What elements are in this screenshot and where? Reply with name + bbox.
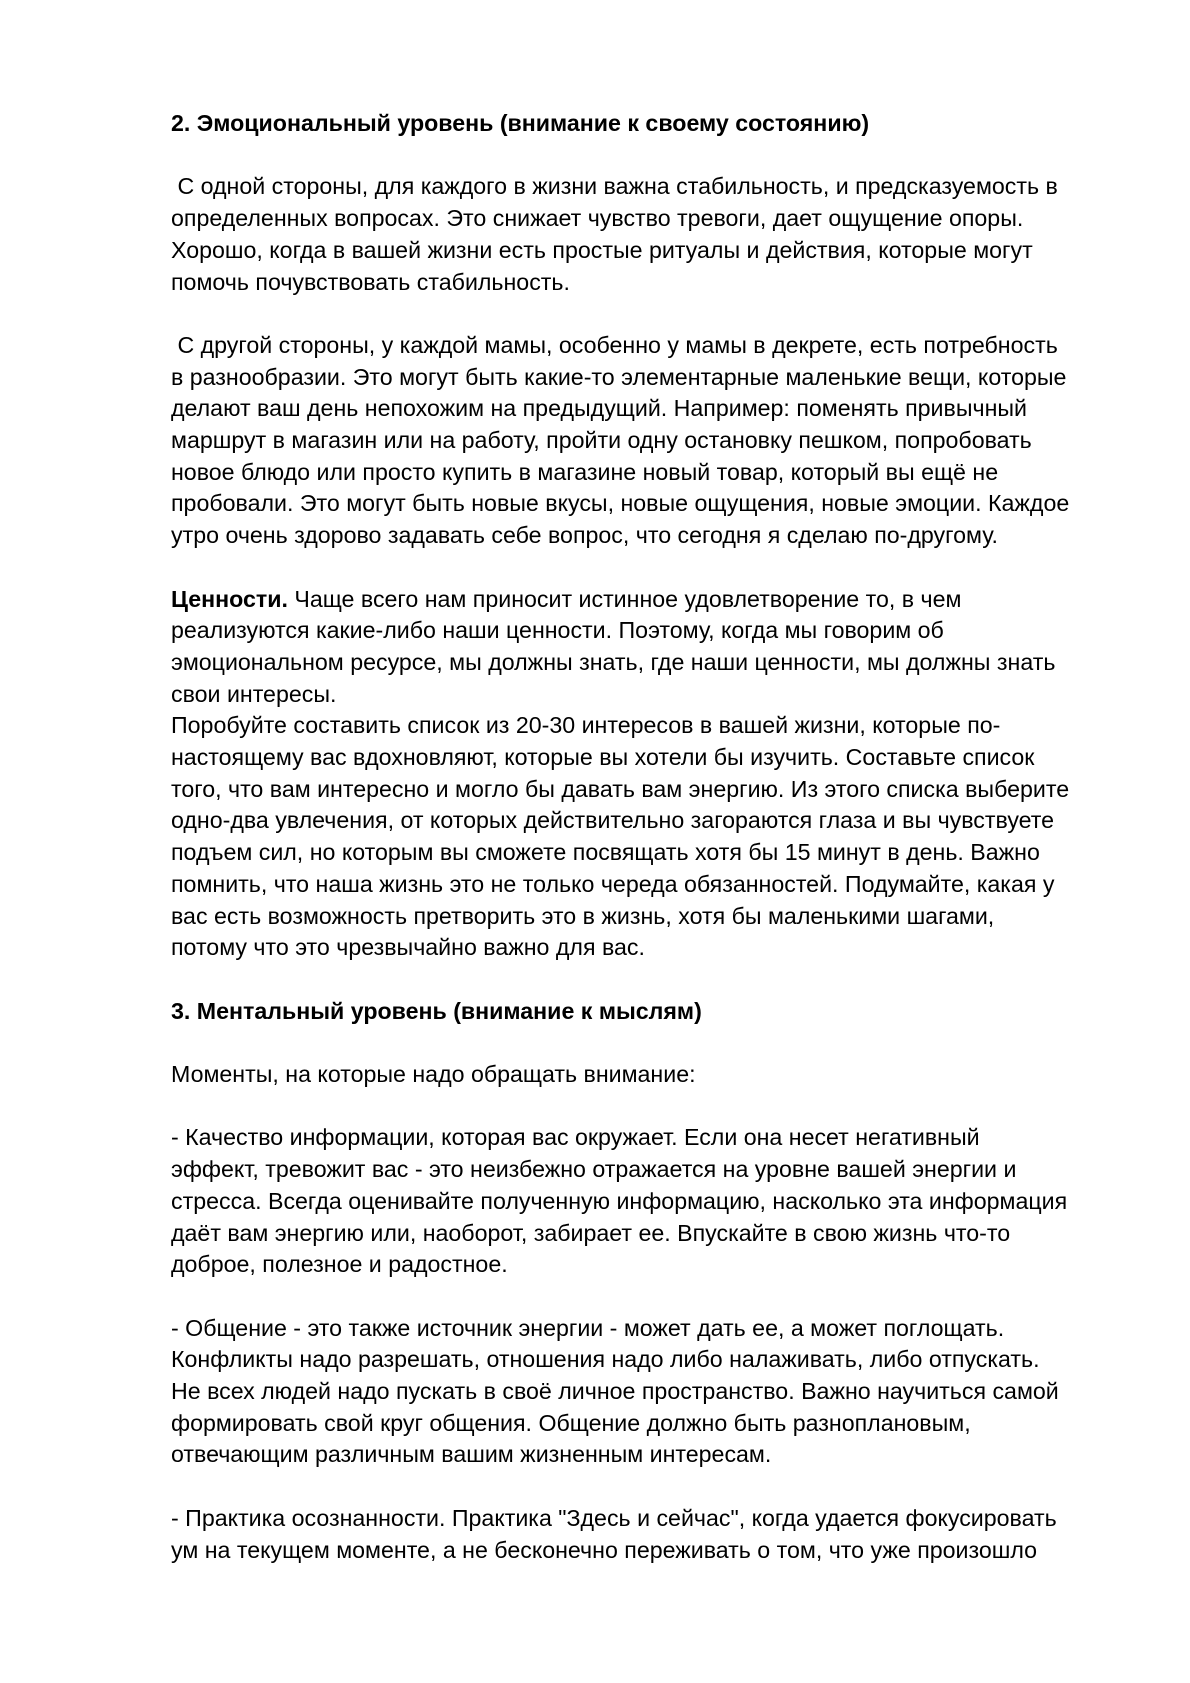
spacer bbox=[171, 1471, 1131, 1503]
values-label: Ценности. bbox=[171, 585, 288, 612]
text-line: формировать свой круг общения. Общение должно быть разноплановым, bbox=[171, 1409, 971, 1436]
text-line: эффект, тревожит вас - это неизбежно отражается на уровне вашей энергии и bbox=[171, 1156, 1017, 1183]
text-line: Хорошо, когда в вашей жизни есть простые ритуалы и действия, которые могут bbox=[171, 236, 1033, 263]
spacer bbox=[171, 1281, 1131, 1313]
document-content bbox=[171, 108, 1131, 1566]
text-line: - Практика осознанности. Практика "Здесь и сейчас", когда удается фокусировать bbox=[171, 1504, 1057, 1531]
text-line: помочь почувствовать стабильность. bbox=[171, 268, 570, 295]
text-line: реализуются какие-либо наши ценности. Поэтому, когда мы говорим об bbox=[171, 617, 944, 644]
text-line: вас есть возможность претворить это в жизнь, хотя бы маленькими шагами, bbox=[171, 902, 995, 929]
section-3-heading: 3. Ментальный уровень (внимание к мыслям) bbox=[171, 997, 702, 1024]
text-line: Моменты, на которые надо обращать внимание: bbox=[171, 1061, 696, 1088]
list-item-mindfulness bbox=[171, 1503, 1131, 1566]
spacer bbox=[171, 140, 1131, 172]
text-line: - Общение - это также источник энергии - может дать ее, а может поглощать. bbox=[171, 1314, 1005, 1341]
text-line: того, что вам интересно и могло бы давать вам энергию. Из этого списка выберите bbox=[171, 775, 1070, 802]
paragraph-stability bbox=[171, 171, 1131, 298]
text-line: С другой стороны, у каждой мамы, особенно у мамы в декрете, есть потребность bbox=[171, 331, 1058, 358]
text-line: пробовали. Это могут быть новые вкусы, новые ощущения, новые эмоции. Каждое bbox=[171, 490, 1070, 517]
text-line: Поробуйте составить список из 20-30 интересов в вашей жизни, которые по- bbox=[171, 712, 1001, 739]
spacer bbox=[171, 298, 1131, 330]
text-line: С одной стороны, для каждого в жизни важна стабильность, и предсказуемость в bbox=[171, 173, 1058, 200]
text-line: - Качество информации, которая вас окружает. Если она несет негативный bbox=[171, 1124, 980, 1151]
text-line: свои интересы. bbox=[171, 680, 337, 707]
text-line: доброе, полезное и радостное. bbox=[171, 1251, 508, 1278]
text-line: маршрут в магазин или на работу, пройти одну остановку пешком, попробовать bbox=[171, 427, 1032, 453]
section-2-heading: 2. Эмоциональный уровень (внимание к своему состоянию) bbox=[171, 110, 870, 136]
paragraph-values bbox=[171, 584, 1131, 964]
text-line: эмоциональном ресурсе, мы должны знать, где наши ценности, мы должны знать bbox=[171, 648, 1056, 675]
paragraph-variety bbox=[171, 330, 1131, 552]
text-line: помнить, что наша жизнь это не только череда обязанностей. Подумайте, какая у bbox=[171, 870, 1055, 897]
text-line: ум на текущем моменте, а не бесконечно переживать о том, что уже произошло bbox=[171, 1536, 1038, 1563]
list-item-communication bbox=[171, 1313, 1131, 1472]
text-line: потому что это чрезвычайно важно для вас. bbox=[171, 934, 645, 961]
text-line: утро очень здорово задавать себе вопрос, что сегодня я сделаю по-другому. bbox=[171, 522, 998, 549]
text-line: в разнообразии. Это могут быть какие-то элементарные маленькие вещи, которые bbox=[171, 363, 1067, 390]
text-line: настоящему вас вдохновляют, которые вы хотели бы изучить. Составьте список bbox=[171, 744, 1035, 771]
text-line: Конфликты надо разрешать, отношения надо либо налаживать, либо отпускать. bbox=[171, 1346, 1040, 1373]
list-item-information bbox=[171, 1122, 1131, 1281]
values-first-line-text: Чаще всего нам приносит истинное удовлетворение то, в чем bbox=[287, 585, 962, 612]
text-line: делают ваш день непохожим на предыдущий. Например: поменять привычный bbox=[171, 395, 1027, 422]
text-line: даёт вам энергию или, наоборот, забирает ее. Впускайте в свою жизнь что-то bbox=[171, 1219, 1011, 1246]
section-3-intro bbox=[171, 1059, 1131, 1091]
text-line bbox=[171, 584, 1131, 616]
spacer bbox=[171, 964, 1131, 996]
text-line: Не всех людей надо пускать в своё личное пространство. Важно научиться самой bbox=[171, 1378, 1059, 1405]
text-line: подъем сил, но которым вы сможете посвящать хотя бы 15 минут в день. Важно bbox=[171, 839, 1040, 866]
spacer bbox=[171, 1091, 1131, 1123]
text-line: определенных вопросах. Это снижает чувство тревоги, дает ощущение опоры. bbox=[171, 205, 1024, 232]
text-line: новое блюдо или просто купить в магазине новый товар, который вы ещё не bbox=[171, 458, 999, 485]
spacer bbox=[171, 552, 1131, 584]
text-line: отвечающим различным вашим жизненным интересам. bbox=[171, 1441, 772, 1468]
text-line: стресса. Всегда оценивайте полученную информацию, насколько эта информация bbox=[171, 1187, 1068, 1214]
text-line: одно-два увлечения, от которых действительно загораются глаза и вы чувствуете bbox=[171, 807, 1055, 834]
spacer bbox=[171, 1027, 1131, 1059]
